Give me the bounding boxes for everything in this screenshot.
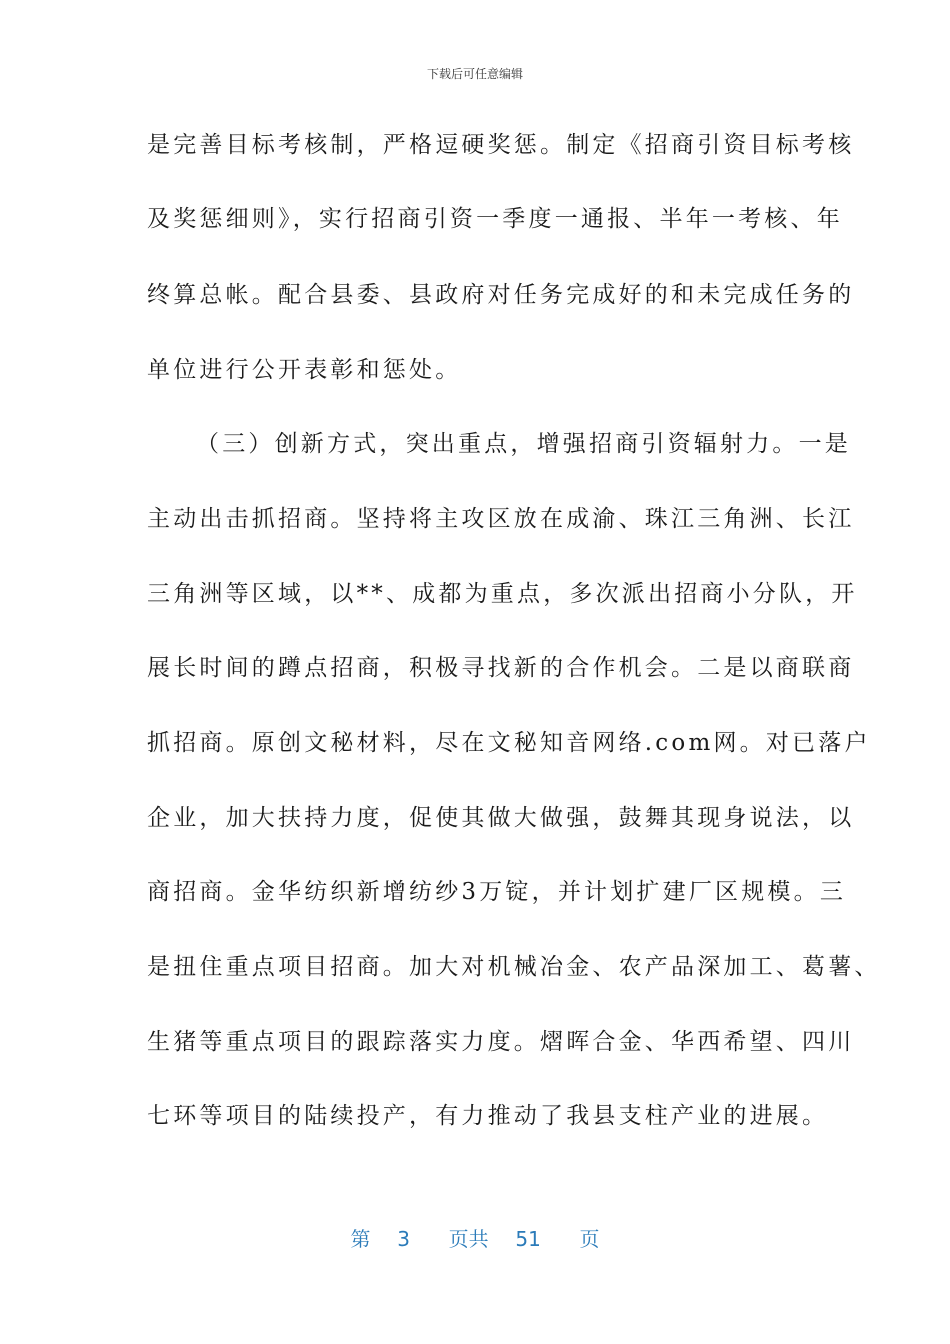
footer-current-page: 3 <box>397 1227 410 1251</box>
body-line: 终算总帐。配合县委、县政府对任务完成好的和未完成任务的 <box>147 282 855 308</box>
footer-total-pages: 51 <box>515 1227 541 1251</box>
page-footer <box>0 1226 950 1252</box>
footer-prefix: 第 <box>350 1227 371 1251</box>
body-line: 商招商。金华纺织新增纺纱3万锭，并计划扩建厂区规模。三 <box>147 879 847 905</box>
body-line: 生猪等重点项目的跟踪落实力度。熠晖合金、华西希望、四川 <box>147 1029 855 1055</box>
body-line-paragraph-start: （三）创新方式，突出重点，增强招商引资辐射力。一是 <box>196 431 851 457</box>
body-line: 是完善目标考核制，严格逗硬奖惩。制定《招商引资目标考核 <box>147 132 855 158</box>
body-line: 主动出击抓招商。坚持将主攻区放在成渝、珠江三角洲、长江 <box>147 506 855 532</box>
body-line: 企业，加大扶持力度，促使其做大做强，鼓舞其现身说法，以 <box>147 805 855 831</box>
body-line: 是扭住重点项目招商。加大对机械冶金、农产品深加工、葛薯、 <box>147 954 881 980</box>
footer-middle: 页共 <box>448 1227 489 1251</box>
body-line: 及奖惩细则》，实行招商引资一季度一通报、半年一考核、年 <box>147 206 843 232</box>
body-line: 单位进行公开表彰和惩处。 <box>147 357 462 383</box>
page-header: 下载后可任意编辑 <box>426 67 523 81</box>
body-line: 三角洲等区域，以**、成都为重点，多次派出招商小分队，开 <box>147 581 858 607</box>
body-line: 展长时间的蹲点招商，积极寻找新的合作机会。二是以商联商 <box>147 655 855 681</box>
body-line: 抓招商。原创文秘材料，尽在文秘知音网络.com网。对已落户 <box>147 730 871 756</box>
footer-suffix: 页 <box>579 1227 600 1251</box>
body-line: 七环等项目的陆续投产，有力推动了我县支柱产业的进展。 <box>147 1103 829 1129</box>
